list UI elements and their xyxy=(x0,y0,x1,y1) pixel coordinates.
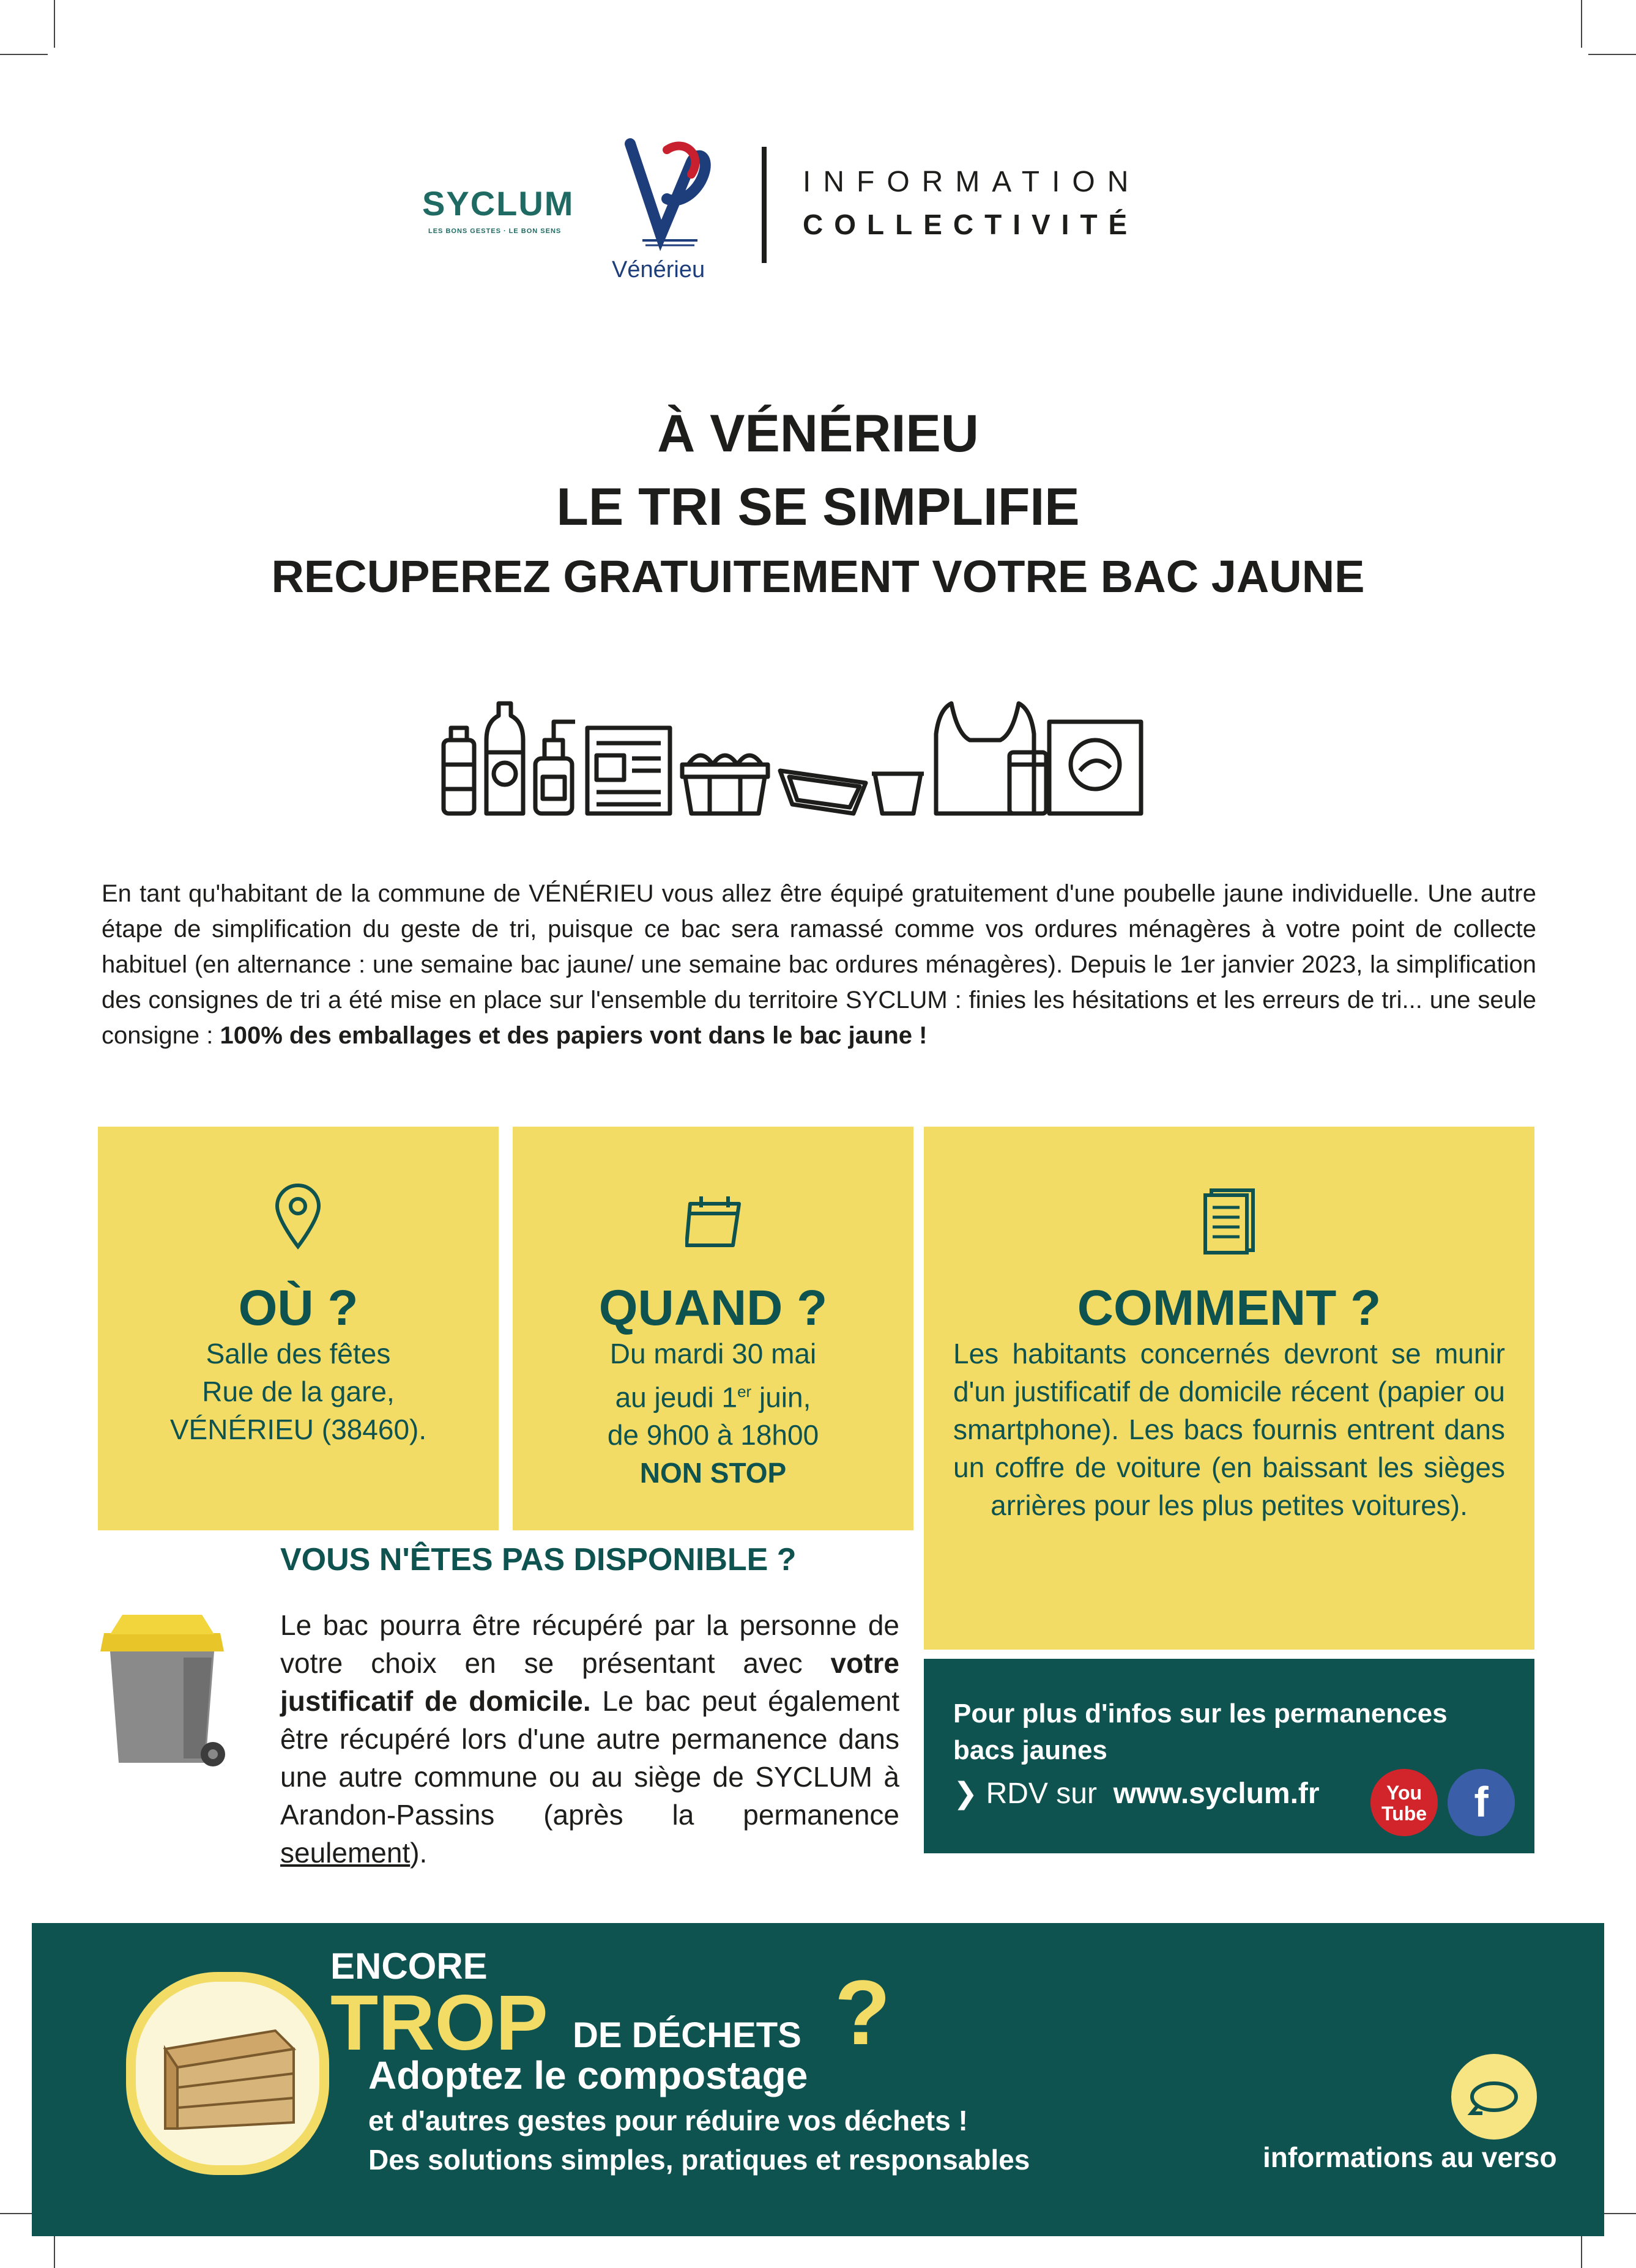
title-line2: LE TRI SE SIMPLIFIE xyxy=(556,478,1080,536)
when-text: Du mardi 30 mai au jeudi 1er juin, de 9h00 à 18h00 NON STOP xyxy=(607,1338,819,1489)
crop-mark xyxy=(54,0,55,48)
unavailable-title: VOUS N'ÊTES PAS DISPONIBLE ? xyxy=(280,1542,797,1577)
unavailable-text: Le bac pourra être récupéré par la personne de votre choix en se présentant avec votre justificatif de domicile. Le bac peut également être récupéré lors d'une autre permanence dans une autre commune ou au siège de SYCLUM à Arandon-Passins (après la permanence seulement). xyxy=(280,1609,899,1869)
snack-bag-icon xyxy=(1049,722,1141,813)
footer-question-mark: ? xyxy=(835,1961,891,2064)
plastic-bag-icon xyxy=(936,703,1034,813)
newspaper-icon xyxy=(587,728,670,813)
title-line1: À VÉNÉRIEU xyxy=(657,404,979,463)
egg-box-icon xyxy=(682,755,768,813)
info-line2: COLLECTIVITÉ xyxy=(803,209,1139,240)
syclum-logo: SYCLUM xyxy=(422,184,574,223)
soap-pump-icon xyxy=(535,722,575,813)
chevron-right-icon: ❯ xyxy=(953,1777,978,1810)
document-icon xyxy=(1203,1188,1255,1255)
footer-gestes: et d'autres gestes pour réduire vos déchets ! xyxy=(368,2105,968,2136)
detergent-bottle-icon xyxy=(486,703,523,813)
how-title: COMMENT ? xyxy=(1077,1280,1381,1336)
where-title: OÙ ? xyxy=(238,1280,359,1336)
header-divider xyxy=(762,147,767,263)
footer-trop: TROP xyxy=(330,1979,548,2067)
how-text: Les habitants concernés devront se munir d'un justificatif de domicile récent (papier ou smartphone). Les bacs fournis entrent dans un coffre de voiture (en baissant les sièges arrières pour les plus petites voitures). xyxy=(953,1338,1505,1521)
footer-dechets: DE DÉCHETS xyxy=(573,2015,801,2055)
turn-page-icon xyxy=(1451,2054,1537,2140)
tray-icon xyxy=(780,771,866,813)
yellow-bin-icon xyxy=(98,1603,232,1774)
calendar-icon xyxy=(685,1194,744,1249)
footer-adopt: Adoptez le compostage xyxy=(368,2053,808,2097)
footer-verso: informations au verso xyxy=(1263,2141,1557,2173)
when-title: QUAND ? xyxy=(598,1280,828,1336)
syclum-website-link[interactable]: www.syclum.fr xyxy=(1113,1777,1320,1810)
when-box xyxy=(513,1127,913,1530)
where-box xyxy=(98,1127,499,1530)
where-text: Salle des fêtes Rue de la gare, VÉNÉRIEU (38460). xyxy=(169,1338,427,1445)
intro-paragraph: En tant qu'habitant de la commune de VÉNÉRIEU vous allez être équipé gratuitement d'une poubelle jaune individuelle. Une autre étape de simplification du geste de tri, puisque ce bac sera ramassé comme vos ordures ménagères à votre point de collecte habituel (en alternance : une semaine bac jaune/ une semaine bac ordures ménagères). Depuis le 1er janvier 2023, la simplification des consignes de tri a été mise en place sur l'ensemble du territoire SYCLUM : finies les hésitations et les erreurs de tri... une seule consigne : 100% des emballages et des papiers vont dans le bac jaune ! xyxy=(102,880,1536,1049)
youtube-icon[interactable]: You Tube xyxy=(1370,1769,1438,1836)
footer-solutions: Des solutions simples, pratiques et responsables xyxy=(368,2144,1030,2176)
how-box xyxy=(924,1127,1534,1650)
crop-mark xyxy=(1588,54,1636,55)
crop-mark xyxy=(1581,0,1582,48)
syclum-tagline: LES BONS GESTES · LE BON SENS xyxy=(428,228,562,235)
info-box-link: ❯ RDV sur www.syclum.fr xyxy=(953,1777,1320,1810)
bottle-icon xyxy=(444,728,474,813)
venerieu-label: Vénérieu xyxy=(612,257,705,283)
title-line3: RECUPEREZ GRATUITEMENT VOTRE BAC JAUNE xyxy=(271,551,1365,602)
compost-bin-icon xyxy=(153,2006,300,2135)
facebook-icon[interactable]: f xyxy=(1448,1769,1515,1836)
location-pin-icon xyxy=(273,1183,322,1250)
info-line1: INFORMATION xyxy=(803,166,1141,198)
yogurt-pot-icon xyxy=(872,774,924,813)
info-box xyxy=(924,1659,1534,1853)
packaging-icons xyxy=(437,697,1159,820)
can-icon xyxy=(1009,752,1046,813)
crop-mark xyxy=(0,54,48,55)
footer-encore: ENCORE xyxy=(330,1946,488,1987)
info-box-text: Pour plus d'infos sur les permanences bacs jaunes xyxy=(953,1699,1448,1765)
